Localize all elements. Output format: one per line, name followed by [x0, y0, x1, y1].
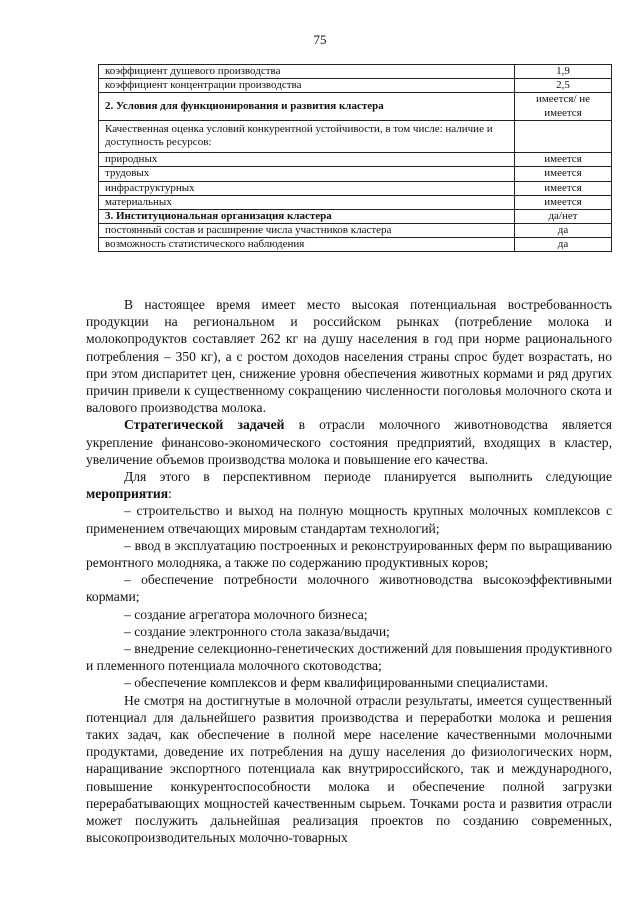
- row-value: 1,9: [515, 65, 612, 79]
- row-label: возможность статистического наблюдения: [99, 238, 515, 252]
- section-header-row: [99, 93, 612, 120]
- table-row: [99, 181, 612, 195]
- row-label: природных: [99, 153, 515, 167]
- row-label: коэффициент концентрации производства: [99, 79, 515, 93]
- list-item: – внедрение селекционно-генетических достижений для повышения продуктивного и племенного потенциала молочного скотоводства;: [86, 641, 612, 674]
- table-row: [99, 120, 612, 152]
- paragraph: [86, 468, 612, 502]
- list-item: – ввод в эксплуатацию построенных и реконструированных ферм по выращиванию ремонтного молодняка, а также по содержанию продуктивных коров;: [86, 537, 612, 571]
- paragraph: В настоящее время имеет место высокая потенциальная востребованность продукции на региональном и российском рынках (потребление молока и молокопродуктов составляет 262 кг на душу населения в год при норме рационального потребления – 350 кг), а с ростом доходов населения страны спрос будет возрастать, но при этом диспаритет цен, снижение уровня обеспечения животных кормами и ряд других причин привели к существенному сокращению численности поголовья молочного скота и валового производства молока.: [86, 297, 612, 416]
- row-value: имеется: [515, 181, 612, 195]
- table-row: [99, 153, 612, 167]
- row-label: трудовых: [99, 167, 515, 181]
- paragraph-text: :: [168, 486, 172, 502]
- emphasis-text: Стратегической задачей: [124, 417, 285, 433]
- paragraph: Не смотря на достигнутые в молочной отрасли результаты, имеется существенный потенциал для дальнейшего развития производства и переработки молока и решения таких задач, как обеспечение в полной мере население качественными молочными продуктами, доведение их потребления на душу населения до физиологических норм, наращивание экспортного потенциала как внутрироссийского, так и международного, повышение конкурентоспособности молока и обеспечение полной загрузки перерабатывающих мощностей качественным сырьем. Точками роста и развития отрасли может послужить дальнейшая реализация проектов по созданию современных, высокопроизводительных молочно-товарных: [86, 692, 612, 846]
- section-title: 3. Институциональная организация кластера: [99, 209, 515, 223]
- row-value: да: [515, 238, 612, 252]
- page-number: 75: [313, 32, 327, 47]
- emphasis-text: мероприятия: [86, 486, 169, 502]
- row-value: имеется: [515, 167, 612, 181]
- cluster-assessment-table: [98, 64, 612, 252]
- list-item: – обеспечение комплексов и ферм квалифицированными специалистами.: [124, 675, 549, 691]
- paragraph: [86, 416, 612, 468]
- table-row: [99, 195, 612, 209]
- row-label: инфраструктурных: [99, 181, 515, 195]
- table-row: [99, 167, 612, 181]
- section-value-header: имеется/ не имеется: [515, 93, 612, 120]
- row-value: да: [515, 224, 612, 238]
- row-value: имеется: [515, 195, 612, 209]
- document-body: [86, 296, 612, 847]
- list-item: – создание агрегатора молочного бизнеса;: [124, 606, 368, 622]
- list-item: – создание электронного стола заказа/выдачи;: [124, 623, 390, 639]
- paragraph-text: Для этого в перспективном периоде планируется выполнить следующие: [124, 469, 612, 485]
- paragraph-text: в отрасли молочного животноводства является укрепление финансово-экономического состояния предприятий, входящих в кластер, увеличение объемов производства молока и повышение его качества.: [86, 417, 612, 467]
- section-header-row: [99, 209, 612, 223]
- row-value: [515, 120, 612, 152]
- row-value: 2,5: [515, 79, 612, 93]
- row-label: Качественная оценка условий конкурентной устойчивости, в том числе: наличие и доступность ресурсов:: [99, 120, 515, 152]
- section-title: 2. Условия для функционирования и развития кластера: [99, 93, 515, 120]
- row-value: имеется: [515, 153, 612, 167]
- table-row: [99, 65, 612, 79]
- list-item: – обеспечение потребности молочного животноводства высокоэффективными кормами;: [86, 572, 612, 605]
- list-item: – строительство и выход на полную мощность крупных молочных комплексов с применением отвечающих мировым стандартам технологий;: [86, 503, 612, 536]
- table-row: [99, 224, 612, 238]
- row-label: материальных: [99, 195, 515, 209]
- table-row: [99, 238, 612, 252]
- row-label: коэффициент душевого производства: [99, 65, 515, 79]
- section-value-header: да/нет: [515, 209, 612, 223]
- row-label: постоянный состав и расширение числа участников кластера: [99, 224, 515, 238]
- table-row: [99, 79, 612, 93]
